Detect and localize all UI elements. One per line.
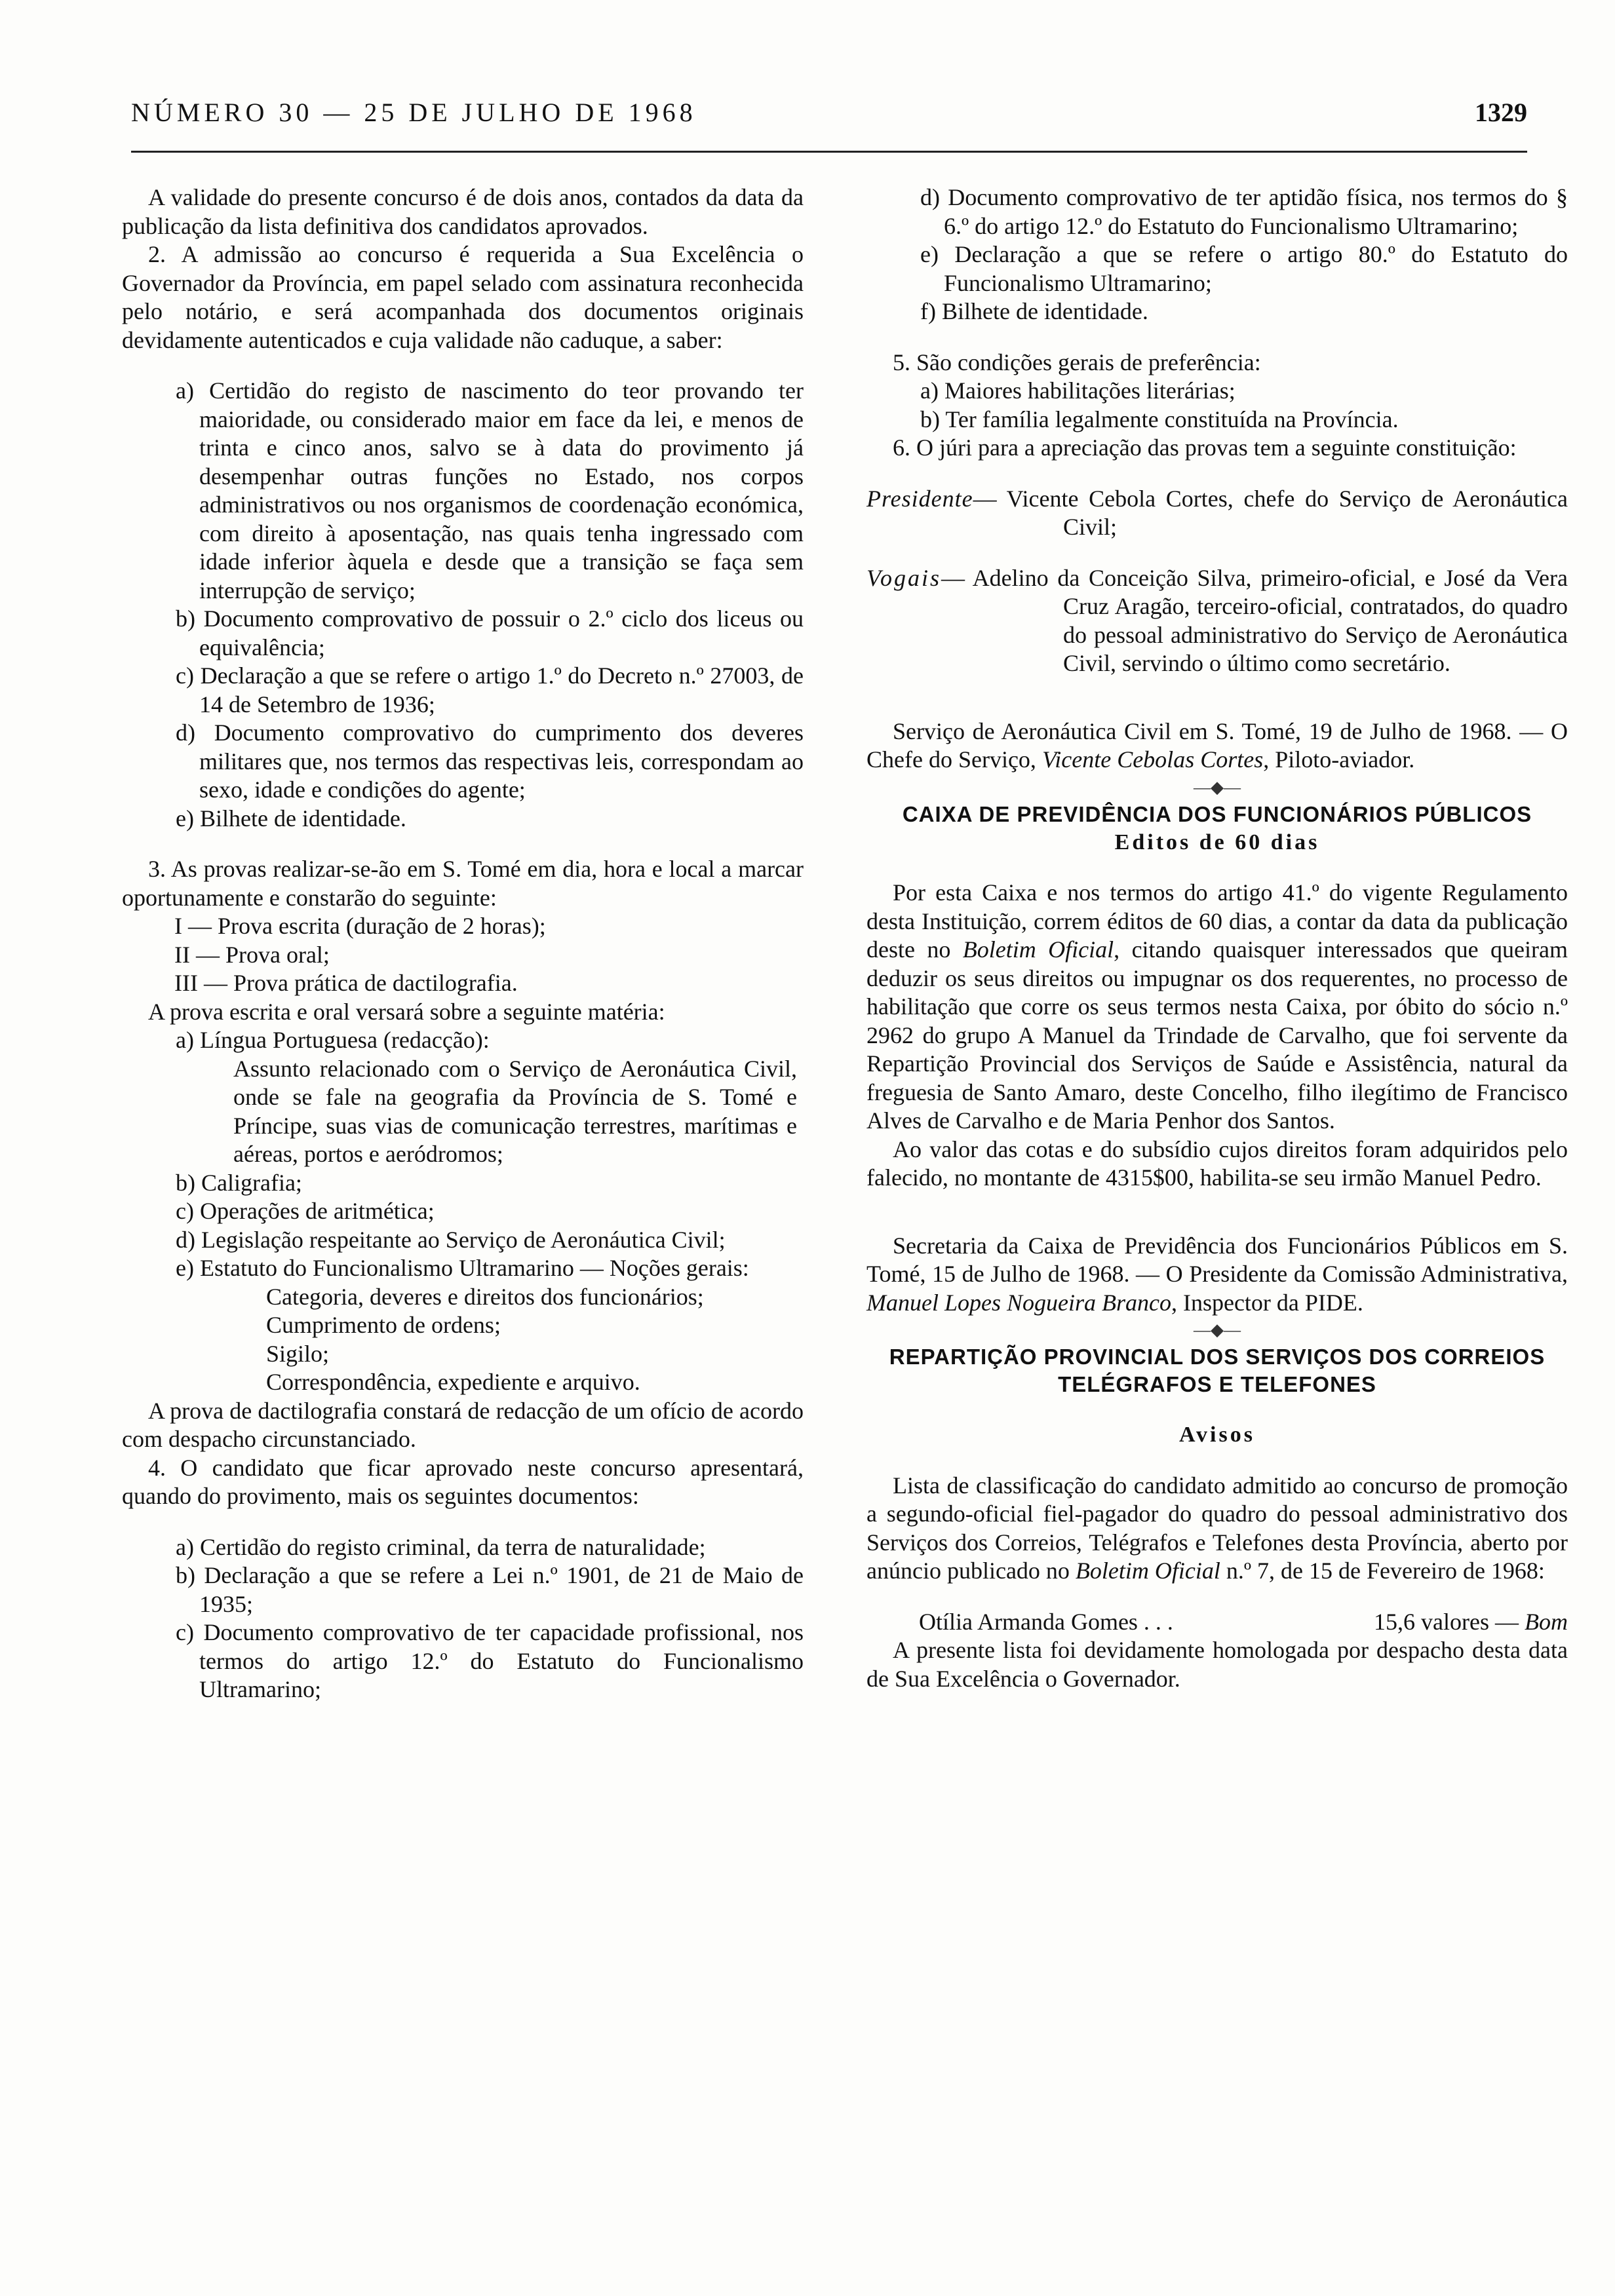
candidate-score xyxy=(1374,1608,1568,1637)
classification-row xyxy=(866,1608,1568,1637)
preference-item: b) Ter família legalmente constituída na Província. xyxy=(920,406,1399,432)
subject-item: a) Língua Portuguesa (redacção): xyxy=(176,1027,490,1053)
topic-line: Cumprimento de ordens; xyxy=(266,1312,501,1338)
document-item: b) Declaração a que se refere a Lei n.º 1901, de 21 de Maio de 1935; xyxy=(176,1562,804,1617)
notice-paragraph xyxy=(866,879,1568,1136)
subject-description: Assunto relacionado com o Serviço de Aeronáutica Civil, onde se fale na geografia da Província de S. Tomé e Príncipe, suas vias de comunicação terrestres, marítimas e aéreas, portos e aeródromos; xyxy=(233,1055,797,1167)
document-item: d) Documento comprovativo de ter aptidão física, nos termos do § 6.º do artigo 12.º do Estatuto do Funcionalismo Ultramarino; xyxy=(920,184,1568,239)
notice-text: n.º 7, de 15 de Fevereiro de 1968: xyxy=(1220,1558,1545,1584)
paragraph-4: 4. O candidato que ficar aprovado neste concurso apresentará, quando do provimento, mais os seguintes documentos: xyxy=(122,1454,804,1509)
jury-members xyxy=(866,564,1568,678)
document-item: e) Declaração a que se refere o artigo 80.º do Estatuto do Funcionalismo Ultramarino; xyxy=(920,241,1568,296)
exam-item: I — Prova escrita (duração de 2 horas); xyxy=(174,913,546,939)
paragraph-2: 2. A admissão ao concurso é requerida a Sua Excelência o Governador da Província, em papel selado com assinatura reconhecida pelo notário, e será acompanhada dos documentos originais devidamente autenticados e cuja validade não caduque, a saber: xyxy=(122,241,804,353)
document-item: c) Declaração a que se refere o artigo 1.º do Decreto n.º 27003, de 14 de Setembro de 1936; xyxy=(176,662,804,718)
document-item: b) Documento comprovativo de possuir o 2.º ciclo dos liceus ou equivalência; xyxy=(176,605,804,660)
topic-line: Sigilo; xyxy=(266,1340,330,1367)
role-text: — Adelino da Conceição Silva, primeiro-oficial, e José da Vera Cruz Aragão, terceiro-oficial, contratados, do quadro do pessoal administrativo do Serviço de Aeronáutica Civil, servindo o último como secretário. xyxy=(941,564,1568,676)
paragraph-6: 6. O júri para a apreciação das provas tem a seguinte constituição: xyxy=(893,434,1517,461)
signatory-role: , Piloto-aviador. xyxy=(1263,746,1415,773)
role-text: — Vicente Cebola Cortes, chefe do Serviço de Aeronáutica Civil; xyxy=(973,485,1568,540)
left-column xyxy=(122,183,804,1704)
signatory-name: Manuel Lopes Nogueira Branco xyxy=(866,1289,1171,1316)
separator-ornament: —◆— xyxy=(1194,777,1241,797)
subject-item: d) Legislação respeitante ao Serviço de Aeronáutica Civil; xyxy=(176,1226,726,1253)
section-title: REPARTIÇÃO PROVINCIAL DOS SERVIÇOS DOS CORREIOS xyxy=(889,1345,1546,1369)
signatory-role: , Inspector da PIDE. xyxy=(1171,1289,1363,1316)
issue-title: NÚMERO 30 — 25 DE JULHO DE 1968 xyxy=(131,98,697,127)
subject-intro: A prova escrita e oral versará sobre a seguinte matéria: xyxy=(148,998,665,1025)
preference-item: a) Maiores habilitações literárias; xyxy=(920,377,1236,404)
typing-paragraph: A prova de dactilografia constará de redacção de um ofício de acordo com despacho circunstanciado. xyxy=(122,1397,804,1452)
section-subtitle: Editos de 60 dias xyxy=(1114,830,1320,854)
subject-item: c) Operações de aritmética; xyxy=(176,1198,435,1224)
topic-line: Correspondência, expediente e arquivo. xyxy=(266,1369,640,1395)
notice-text: Por esta Caixa e nos termos do artigo 41.º do vigente Regulamento desta Instituição, correm éditos de 60 dias, a contar da data da publicação deste no xyxy=(866,879,1568,963)
role-label: Presidente xyxy=(866,485,973,512)
statute-topics xyxy=(122,1283,804,1397)
candidate-name: Otília Armanda Gomes . . . xyxy=(919,1608,1173,1635)
paragraph-5: 5. São condições gerais de preferência: xyxy=(893,349,1261,375)
right-column xyxy=(866,183,1568,1693)
grade: Bom xyxy=(1525,1608,1568,1635)
section-title: CAIXA DE PREVIDÊNCIA DOS FUNCIONÁRIOS PÚBLICOS xyxy=(902,801,1532,826)
role-label: Vogais xyxy=(866,564,942,591)
subject-item: e) Estatuto do Funcionalismo Ultramarino — Noções gerais: xyxy=(176,1255,749,1281)
notice-paragraph: Ao valor das cotas e do subsídio cujos direitos foram adquiridos pelo falecido, no montante de 4315$00, habilita-se seu irmão Manuel Pedro. xyxy=(866,1136,1568,1191)
document-item: e) Bilhete de identidade. xyxy=(176,805,406,832)
bulletin-name: Boletim Oficial xyxy=(1075,1558,1220,1584)
exam-item: III — Prova prática de dactilografia. xyxy=(174,970,518,996)
bulletin-name: Boletim Oficial xyxy=(962,936,1114,963)
document-item: a) Certidão do registo de nascimento do teor provando ter maioridade, ou considerado maior em face da lei, e menos de trinta e cinco anos, salvo se à data do provimento já desempenhar outras funções no Estado, nos corpos administrativos ou nos organismos de coordenação económica, com direito à aposentação, nas quais tenha ingressado com idade inferior àquela e desde que a transição se faça sem interrupção de serviço; xyxy=(176,377,804,603)
document-item: c) Documento comprovativo de ter capacidade profissional, nos termos do artigo 12.º do Estatuto do Funcionalismo Ultramarino; xyxy=(176,1619,804,1702)
section-title-line2: TELÉGRAFOS E TELEFONES xyxy=(1058,1372,1376,1396)
validity-paragraph: A validade do presente concurso é de dois anos, contados da data da publicação da lista definitiva dos candidatos aprovados. xyxy=(122,184,804,239)
document-item: a) Certidão do registo criminal, da terra de naturalidade; xyxy=(176,1533,706,1560)
page-header xyxy=(131,92,1527,153)
notice-paragraph xyxy=(866,1472,1568,1586)
jury-president xyxy=(866,485,1568,542)
score-value: 15,6 valores — xyxy=(1374,1608,1519,1635)
notice-text: , citando quaisquer interessados que queiram deduzir os seus direitos ou impugnar os dos requerentes, no processo de habilitação que corre os seus termos nesta Caixa, por óbito do sócio n.º 2962 do grupo A Manuel da Trindade de Carvalho, que foi servente da Repartição Provincial dos Serviços de Saúde e Assistência, natural da freguesia de Santo Amaro, deste Concelho, filho ilegítimo de Francisco Alves de Carvalho e de Maria Penhor dos Santos. xyxy=(866,936,1568,1134)
topic-line: Categoria, deveres e direitos dos funcionários; xyxy=(266,1283,704,1310)
signature-text: Secretaria da Caixa de Previdência dos Funcionários Públicos em S. Tomé, 15 de Julho de 1968. — O Presidente da Comissão Administrativa, xyxy=(866,1232,1568,1287)
document-item: f) Bilhete de identidade. xyxy=(920,298,1148,324)
signature-block xyxy=(866,1232,1568,1318)
signature-block xyxy=(866,718,1568,775)
separator-ornament: —◆— xyxy=(1194,1320,1241,1339)
notice-text: Lista de classificação do candidato admitido ao concurso de promoção a segundo-oficial fiel-pagador do quadro do pessoal administrativo dos Serviços dos Correios, Telégrafos e Telefones desta Província, aberto por anúncio publicado no xyxy=(866,1472,1568,1584)
signatory-name: Vicente Cebolas Cortes xyxy=(1041,746,1264,773)
exam-item: II — Prova oral; xyxy=(174,941,330,968)
signature-text: Serviço de Aeronáutica Civil em S. Tomé, 19 de Julho de 1968. — O Chefe do Serviço, xyxy=(866,718,1568,773)
homologation-paragraph: A presente lista foi devidamente homologada por despacho desta data de Sua Excelência o Governador. xyxy=(866,1637,1568,1692)
paragraph-3: 3. As provas realizar-se-ão em S. Tomé em dia, hora e local a marcar oportunamente e constarão do seguinte: xyxy=(122,856,804,911)
document-item: d) Documento comprovativo do cumprimento dos deveres militares que, nos termos das respectivas leis, correspondam ao sexo, idade e condições do agente; xyxy=(176,719,804,803)
page-number: 1329 xyxy=(1475,98,1527,127)
section-subtitle: Avisos xyxy=(1179,1423,1255,1447)
subject-item: b) Caligrafia; xyxy=(176,1169,302,1196)
